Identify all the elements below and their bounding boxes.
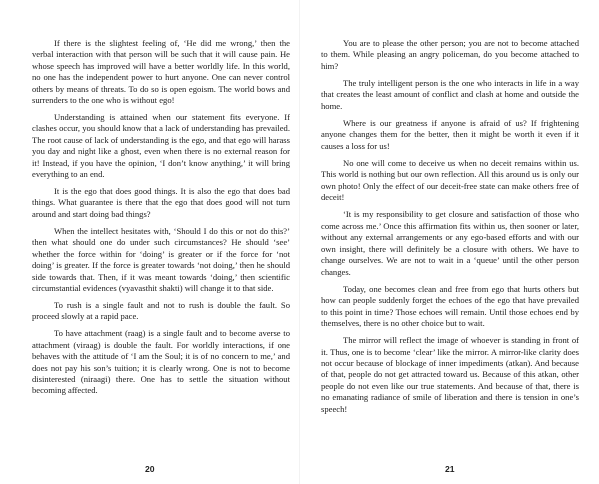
left-paragraph-3: It is the ego that does good things. It is also the ego that does bad things. What guarantee is there that the ego that does good will not turn around and start doing bad things? <box>32 186 290 219</box>
left-paragraph-4: When the intellect hesitates with, ‘Should I do this or not do this?’ then what should one do under such circumstances? He should ‘see’ whether the force within for ‘doing’ is greater or if the force for ‘not doing’ is greater. If the force is greater towards ‘not doing,’ then he should side towards that. Then, if it was meant towards ‘doing,’ then scientific circumstantial evidences (vyavasthit shakti) will change it to that side. <box>32 225 290 293</box>
right-paragraph-3: Where is our greatness if anyone is afraid of us? If frightening anyone changes them for the better, then it might be worth it even if it causes a loss for us! <box>321 118 579 151</box>
right-paragraph-7: The mirror will reflect the image of whoever is standing in front of it. Thus, one is to become ‘clear’ like the mirror. A mirror-like clarity does not occur because of blockage of inner impediments (atkan). And because of that, people do not get attracted toward us. Because of this atkan, other people do not even like our true statements. And because of that, there is no emanating radiance of smile of liberation and there is tension in one’s speech! <box>321 335 579 414</box>
right-paragraph-1: You are to please the other person; you are not to become attached to them. While pleasing an angry policeman, do you become attached to him? <box>321 38 579 71</box>
right-page-number: 21 <box>445 464 455 474</box>
left-paragraph-1: If there is the slightest feeling of, ‘He did me wrong,’ then the verbal interaction with that person will be such that it will cause pain. He whose speech has improved will have a better worldly life. In this world, no one has the independent power to hurt anyone. One can never control others by means of threats. To do so is open egoism. The world bows and surrenders to the one who is without ego! <box>32 38 290 106</box>
right-paragraph-6: Today, one becomes clean and free from ego that hurts others but how can people suddenly forget the echoes of the ego that have prevailed to this point in time? Those echoes will remain. Until those echoes end by themselves, there is no other choice but to wait. <box>321 283 579 328</box>
left-page <box>32 38 290 402</box>
left-page-number: 20 <box>145 464 155 474</box>
left-paragraph-5: To rush is a single fault and not to rush is double the fault. So proceed slowly at a rapid pace. <box>32 299 290 322</box>
left-paragraph-6: To have attachment (raag) is a single fault and to become averse to attachment (viraag) is double the fault. For worldly interactions, if one behaves with the attitude of ‘I am the Soul; it is of no concern to me,’ and does not pay his son’s tuition; it is clearly wrong. One is not to become disinterested (niraagi) there. One has to settle the situation without becoming affected. <box>32 328 290 396</box>
right-page <box>321 38 579 421</box>
page-fold <box>299 0 300 484</box>
right-paragraph-2: The truly intelligent person is the one who interacts in life in a way that creates the least amount of conflict and clash at home and outside the home. <box>321 78 579 111</box>
right-paragraph-5: ‘It is my responsibility to get closure and satisfaction of those who come across me.’ Once this affirmation fits within us, then sooner or later, without any external arrangements or any ego-based efforts and with our own insight, there will definitely be a closure with others. We have to change ourselves. We are not to wait in a ‘queue’ until the other person changes. <box>321 209 579 277</box>
right-paragraph-4: No one will come to deceive us when no deceit remains within us. This world is nothing but our own reflection. All this around us is only our own photo! Only the effect of our deceit-free state can make others free of deceit! <box>321 158 579 203</box>
left-paragraph-2: Understanding is attained when our statement fits everyone. If clashes occur, you should know that a lack of understanding has prevailed. The root cause of lack of understanding is the ego, and that ego will harass you day and night like a ghost, even when there is no external reason for it! Instead, if you have the opinion, ‘I don’t know anything,’ it will bring everything to an end. <box>32 112 290 180</box>
